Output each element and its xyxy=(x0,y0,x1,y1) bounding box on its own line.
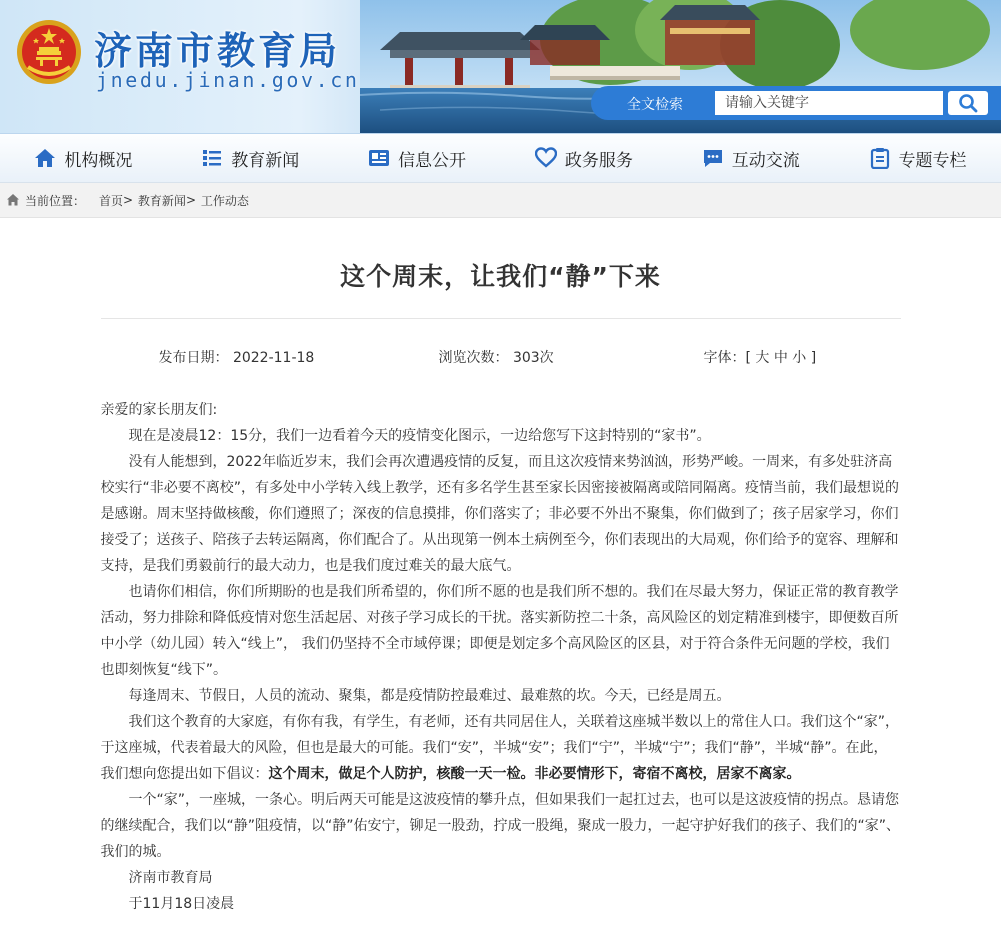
article-paragraph: 现在是凌晨12：15分，我们一边看着今天的疫情变化图示，一边给您写下这封特别的“家书”。 xyxy=(128,428,711,444)
nav-item-news[interactable] xyxy=(167,134,334,182)
clipboard-icon xyxy=(869,147,891,169)
home-icon xyxy=(34,147,56,169)
breadcrumb-news[interactable]: 教育新闻 xyxy=(137,193,186,208)
search-input[interactable] xyxy=(715,91,943,115)
heart-icon xyxy=(535,147,557,169)
nav-item-label: 政务服务 xyxy=(564,150,633,171)
paragraph-text: 我们这个教育的大家庭，有你有我，有学生，有老师，还有共同居住人，关联着这座城半数以上的常住人口。我们这个“家”，于这座城，代表着最大的风险，但也是最大的可能。我们“安”，半城“安”；我们“宁”，半城“宁”；我们“静”，半城“静”。在此，我们想向您提出如下倡议： xyxy=(100,714,900,782)
publish-date: 发布日期： 2022-11-18 xyxy=(158,350,315,366)
article-paragraph: 也请你们相信，你们所期盼的也是我们所希望的，你们所不愿的也是我们所不想的。我们在尽最大努力，保证正常的教育教学活动，努力排除和降低疫情对您生活起居、对孩子学习成长的干扰。落实新防控二十条，高风险区的划定精准到楼宇，即便数百所中小学（幼儿园）转入“线上”， 我们仍坚持不全市域停课；即便是划定多个高风险区的区县，对于符合条件无问题的学校，我们也即刻恢复“线下”。 xyxy=(100,584,899,678)
breadcrumb-lead: 当前位置： xyxy=(25,193,86,208)
paragraph-emphasis: 这个周末，做足个人防护，核酸一天一检。非必要情形下，寄宿不离校，居家不离家。 xyxy=(268,766,801,782)
search-button[interactable] xyxy=(948,91,988,115)
font-size-switcher[interactable]: 字体：[ 大 中 小 ] xyxy=(703,350,817,366)
view-count: 浏览次数： 303次 xyxy=(438,350,554,366)
nav-item-about[interactable] xyxy=(0,134,167,182)
site-header xyxy=(0,0,1001,133)
national-emblem-icon xyxy=(16,19,82,85)
nav-item-label: 互动交流 xyxy=(731,150,800,171)
nav-item-disclosure[interactable] xyxy=(334,134,501,182)
location-home-icon xyxy=(6,193,20,207)
breadcrumb xyxy=(0,183,1001,218)
breadcrumb-separator: > xyxy=(185,193,196,207)
article-paragraph xyxy=(101,709,901,787)
article-title: 这个周末，让我们“静”下来 xyxy=(340,262,661,291)
search-label: 全文检索 xyxy=(627,97,683,113)
article xyxy=(101,257,901,917)
nav-item-label: 信息公开 xyxy=(398,150,467,171)
nav-item-interaction[interactable] xyxy=(667,134,834,182)
chat-icon xyxy=(702,147,724,169)
article-paragraph: 一个“家”，一座城，一条心。明后两天可能是这波疫情的攀升点，但如果我们一起扛过去，也可以是这波疫情的拐点。恳请您的继续配合，我们以“静”阻疫情，以“静”佑安宁，铆足一股劲，拧成一股绳，聚成一股力，一起守护好我们的孩子、我们的“家”、我们的城。 xyxy=(100,792,901,860)
site-title: 济南市教育局 xyxy=(94,28,341,73)
article-greeting: 亲爱的家长朋友们: xyxy=(100,402,218,418)
main-nav xyxy=(0,133,1001,183)
newspaper-icon xyxy=(368,147,390,169)
nav-item-label: 教育新闻 xyxy=(231,150,300,171)
breadcrumb-home[interactable]: 首页 xyxy=(99,193,124,208)
article-signature: 济南市教育局 xyxy=(128,870,213,886)
list-icon xyxy=(201,147,223,169)
article-signature-date: 于11月18日凌晨 xyxy=(128,896,235,912)
nav-item-label: 专题专栏 xyxy=(898,150,967,171)
article-paragraph: 没有人能想到，2022年临近岁末，我们会再次遭遇疫情的反复，而且这次疫情来势汹汹，形势严峻。一周来，有多处驻济高校实行“非必要不离校”，有多处中小学转入线上教学，还有多名学生甚至家长因密接被隔离或陪同隔离。疫情当前，我们最想说的是感谢。周末坚持做核酸，你们遵照了；深夜的信息摸排，你们落实了；非必要不外出不聚集，你们做到了；孩子居家学习，你们接受了；送孩子、陪孩子去转运隔离，你们配合了。从出现第一例本土病例至今，你们表现出的大局观，你们给予的宽容、理解和支持，是我们勇毅前行的最大动力，也是我们度过难关的最大底气。 xyxy=(100,454,900,574)
article-body xyxy=(101,397,901,917)
search-icon xyxy=(958,93,978,113)
search-bar xyxy=(591,86,1001,120)
nav-item-services[interactable] xyxy=(500,134,667,182)
nav-item-special[interactable] xyxy=(834,134,1001,182)
article-meta xyxy=(101,319,901,383)
nav-item-label: 机构概况 xyxy=(64,150,133,171)
breadcrumb-separator: > xyxy=(123,193,134,207)
site-domain: jnedu.jinan.gov.cn xyxy=(96,68,360,92)
breadcrumb-work-updates[interactable]: 工作动态 xyxy=(200,193,249,208)
article-paragraph: 每逢周末、节假日，人员的流动、聚集，都是疫情防控最难过、最难熬的坎。今天，已经是周五。 xyxy=(128,688,731,704)
